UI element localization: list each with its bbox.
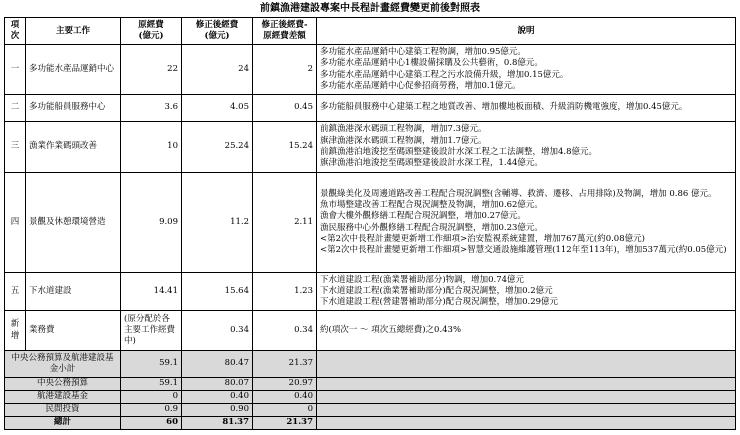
summary-row — [5, 391, 736, 404]
row-no: 四 — [5, 173, 26, 273]
summary-revised: 0.90 — [182, 404, 253, 417]
row-diff: 0.34 — [253, 311, 317, 351]
row-orig: 3.6 — [121, 95, 182, 122]
row-revised: 11.2 — [182, 173, 253, 273]
note-line: 漁民服務中心外觀修繕工程配合現況調整，增加0.23億元。 — [320, 222, 543, 233]
header-diff: 修正後經費- 原經費差額 — [253, 18, 317, 45]
row-item: 多功能船員服務中心 — [26, 95, 121, 122]
note-line: 約(項次一 ～ 項次五總經費)之0.43% — [320, 324, 462, 335]
summary-revised: 80.47 — [182, 351, 253, 378]
total-revised: 81.37 — [182, 417, 253, 430]
note-line: 漁會大樓外觀修繕工程配合現況調整，增加0.27億元。 — [320, 211, 526, 222]
note-line: 多功能水產品運銷中心1樓設備採購及公共藝術，0.8億元。 — [320, 58, 543, 69]
header-orig: 原經費 (億元) — [121, 18, 182, 45]
summary-label: 中央公務預算及航港建設基金小計 — [5, 351, 121, 378]
row-notes — [317, 122, 736, 173]
row-diff: 2.11 — [253, 173, 317, 273]
row-orig: 10 — [121, 122, 182, 173]
note-line: 景觀綠美化及周邊道路改善工程配合現況調整(含輔導、救濟、遷移、占用排除)及物調，增加 0.86 億元。 — [320, 188, 717, 199]
table-row — [5, 122, 736, 173]
row-item: 多功能水產品運銷中心 — [26, 45, 121, 95]
table-row — [5, 311, 736, 351]
row-notes — [317, 173, 736, 273]
summary-diff: 20.97 — [253, 378, 317, 391]
note-line: 前鎮漁港泊地浚挖至碼頭整建後設計水深工程之工法調整，增加4.8億元。 — [320, 147, 598, 157]
summary-row — [5, 378, 736, 391]
row-orig: 9.09 — [121, 173, 182, 273]
note-line: <第2次中長程計畫變更新增工作細項>智慧交通設施維護管理(112年至113年)，增加537萬元(約0.05億元) — [320, 245, 727, 256]
note-line: 旗津漁港泊地浚挖至碼頭整建後設計水深工程，1.44億元。 — [320, 158, 543, 169]
summary-label: 中央公務預算 — [5, 378, 121, 391]
note-line: 多功能水產品運銷中心建築工程之污水設備升級，增加0.15億元。 — [320, 69, 569, 80]
row-item: 下水道建設 — [26, 273, 121, 311]
row-item: 業務費 — [26, 311, 121, 351]
summary-orig: 0 — [121, 391, 182, 404]
header-item: 主要工作 — [26, 18, 121, 45]
row-item: 景觀及休憩環境營造 — [26, 173, 121, 273]
note-line: 下水道建設工程(營建署補助部分)配合現況調整，增加0.29億元 — [320, 297, 559, 308]
summary-blank — [317, 391, 736, 404]
note-line: 前鎮漁港深水碼頭工程物調，增加7.3億元。 — [320, 124, 487, 135]
row-notes — [317, 45, 736, 95]
page-title: 前鎮漁港建設專案中長程計畫經費變更前後對照表 — [260, 3, 480, 14]
summary-diff: 21.37 — [253, 351, 317, 378]
summary-diff: 0 — [253, 404, 317, 417]
note-line: 下水道建設工程(漁業署補助部分)物調，增加0.74億元 — [320, 274, 525, 285]
row-notes — [317, 311, 736, 351]
row-notes — [317, 273, 736, 311]
total-orig: 60 — [121, 417, 182, 430]
note-line: 多功能水產品運銷中心建築工程物調，增加0.95億元。 — [320, 46, 526, 57]
row-no: 一 — [5, 45, 26, 95]
header-row — [5, 18, 736, 45]
total-blank — [317, 417, 736, 430]
row-no: 三 — [5, 122, 26, 173]
note-line: 下水道建設工程(漁業署補助部分)配合現況調整，增加0.2億元 — [320, 285, 553, 296]
summary-row — [5, 404, 736, 417]
table-row — [5, 273, 736, 311]
note-line: 多功能水產品運銷中心促參招商勞務，增加0.1億元。 — [320, 80, 521, 91]
row-revised: 0.34 — [182, 311, 253, 351]
summary-label: 航港建設基金 — [5, 391, 121, 404]
row-diff: 0.45 — [253, 95, 317, 122]
total-label: 總計 — [5, 417, 121, 430]
header-revised: 修正後經費 (億元) — [182, 18, 253, 45]
row-revised: 25.24 — [182, 122, 253, 173]
budget-comparison-table — [4, 17, 736, 430]
header-no: 項次 — [5, 18, 26, 45]
row-revised: 4.05 — [182, 95, 253, 122]
summary-diff: 0.40 — [253, 391, 317, 404]
summary-orig: 0.9 — [121, 404, 182, 417]
note-line: 旗津漁港深水碼頭工程物調，增加1.7億元。 — [320, 135, 487, 146]
summary-revised: 80.07 — [182, 378, 253, 391]
row-item: 漁業作業碼頭改善 — [26, 122, 121, 173]
table-row — [5, 45, 736, 95]
row-diff: 2 — [253, 45, 317, 95]
row-notes — [317, 95, 736, 122]
note-line: <第2次中長程計畫變更新增工作細項>治安監視系統建置，增加767萬元(約0.08億元) — [320, 233, 645, 244]
summary-blank — [317, 351, 736, 378]
table-row — [5, 95, 736, 122]
row-orig: (原分配於各主要工作經費中) — [121, 311, 182, 351]
row-diff: 15.24 — [253, 122, 317, 173]
summary-revised: 0.40 — [182, 391, 253, 404]
summary-orig: 59.1 — [121, 378, 182, 391]
row-revised: 24 — [182, 45, 253, 95]
row-orig: 22 — [121, 45, 182, 95]
summary-label: 民間投資 — [5, 404, 121, 417]
total-diff: 21.37 — [253, 417, 317, 430]
row-no: 新增 — [5, 311, 26, 351]
row-revised: 15.64 — [182, 273, 253, 311]
summary-blank — [317, 404, 736, 417]
row-orig: 14.41 — [121, 273, 182, 311]
table-row — [5, 173, 736, 273]
header-note: 說明 — [317, 18, 736, 45]
row-no: 二 — [5, 95, 26, 122]
summary-blank — [317, 378, 736, 391]
row-diff: 1.23 — [253, 273, 317, 311]
note-line: 魚市場整建改善工程配合現況調整及物調，增加0.62億元。 — [320, 199, 543, 210]
note-line: 多功能船員服務中心建築工程之地質改善、增加樓地板面積、升級消防機電強度，增加0.45億元。 — [320, 102, 688, 113]
summary-orig: 59.1 — [121, 351, 182, 378]
summary-row — [5, 351, 736, 378]
row-no: 五 — [5, 273, 26, 311]
total-row — [5, 417, 736, 430]
